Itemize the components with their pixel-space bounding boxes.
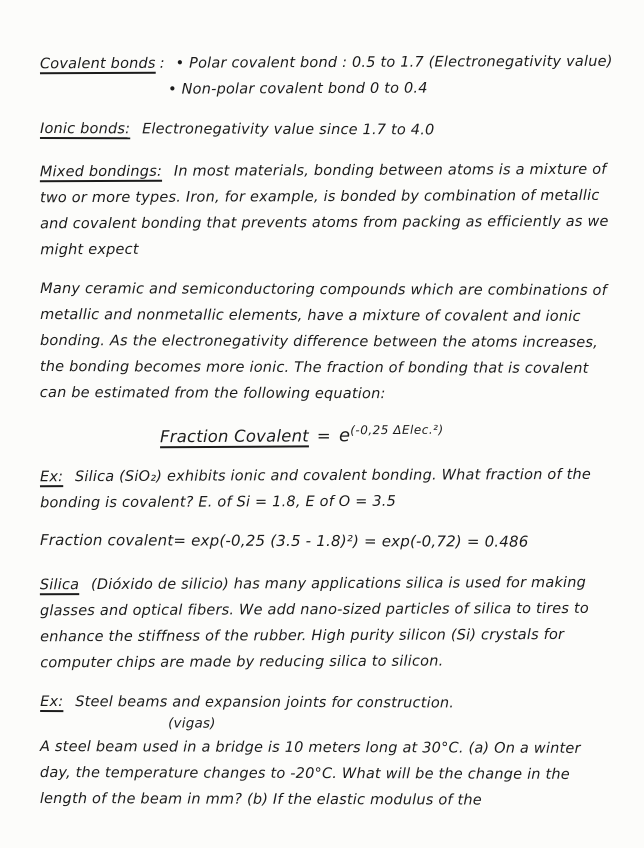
calculation-section <box>40 527 616 555</box>
equation-euler-base: e <box>338 425 351 447</box>
ceramic-compounds-section <box>40 276 616 408</box>
calculation-line: Fraction covalent= exp(-0,25 (3.5 - 1.8)²) = exp(-0,72) = 0.486 <box>39 530 529 551</box>
mixed-bondings-section <box>40 157 616 264</box>
silica-example-section <box>40 462 616 517</box>
covalent-item-polar: • Polar covalent bond : 0.5 to 1.7 (Electronegativity value) <box>175 53 613 72</box>
ionic-bonds-text: Electronegativity value since 1.7 to 4.0 <box>142 121 435 139</box>
fraction-covalent-equation <box>160 416 616 450</box>
steel-example-label: Ex: <box>40 693 64 711</box>
steel-example-paragraph: A steel beam used in a bridge is 10 meters long at 30°C. (a) On a winter day, the temperature changes to -20°C. What will be the change in the length of the beam in mm? (b) If the elastic modulus of the <box>39 738 581 809</box>
steel-example-title: Steel beams and expansion joints for construction. <box>75 694 455 712</box>
covalent-item-nonpolar: • Non-polar covalent bond 0 to 0.4 <box>168 80 428 98</box>
covalent-separator: : <box>159 55 165 72</box>
ionic-bonds-heading: Ionic bonds: <box>39 120 131 138</box>
covalent-line-polar <box>40 49 616 78</box>
silica-example-label: Ex: <box>39 469 64 486</box>
covalent-bonds-section <box>40 49 616 104</box>
ionic-bonds-section <box>40 116 616 144</box>
covalent-bonds-heading: Covalent bonds <box>39 55 156 73</box>
vigas-annotation: (vigas) <box>168 715 216 732</box>
mixed-bondings-heading: Mixed bondings: <box>39 163 163 181</box>
silica-notes-paragraph <box>40 570 616 677</box>
ionic-bonds-line <box>40 116 616 144</box>
equation-equals-sign: = <box>316 426 331 446</box>
covalent-line-nonpolar <box>40 75 616 104</box>
equation-exponent: (-0,25 ΔElec.²) <box>350 422 444 438</box>
mixed-bondings-text: In most materials, bonding between atoms is a mixture of two or more types. Iron, for example, is bonded by combination of metallic and covalent bonding that prevents atoms from packing as efficiently as we might expect <box>39 161 609 259</box>
equation-lhs: Fraction Covalent <box>159 426 309 447</box>
ceramic-compounds-paragraph: Many ceramic and semiconductoring compounds which are combinations of metallic and nonmetallic elements, have a mixture of covalent and ionic bonding. As the electronegativity difference between the atoms increases, the bonding becomes more ionic. The fraction of bonding that is covalent can be estimated from the following equation: <box>39 280 607 403</box>
silica-example-text: Silica (SiO₂) exhibits ionic and covalent bonding. What fraction of the bonding is covalent? E. of Si = 1.8, E of O = 3.5 <box>40 466 592 512</box>
mixed-bondings-paragraph <box>40 157 616 264</box>
silica-notes-section <box>40 570 616 677</box>
steel-example-section <box>40 689 616 814</box>
silica-notes-text: (Dióxido de silicio) has many applications silica is used for making glasses and optical fibers. We add nano-sized particles of silica to tires to enhance the stiffness of the rubber. High purity silicon (Si) crystals for computer chips are made by reducing silica to silicon. <box>39 574 589 672</box>
silica-example-paragraph <box>40 462 616 517</box>
silica-notes-heading: Silica <box>39 577 80 594</box>
